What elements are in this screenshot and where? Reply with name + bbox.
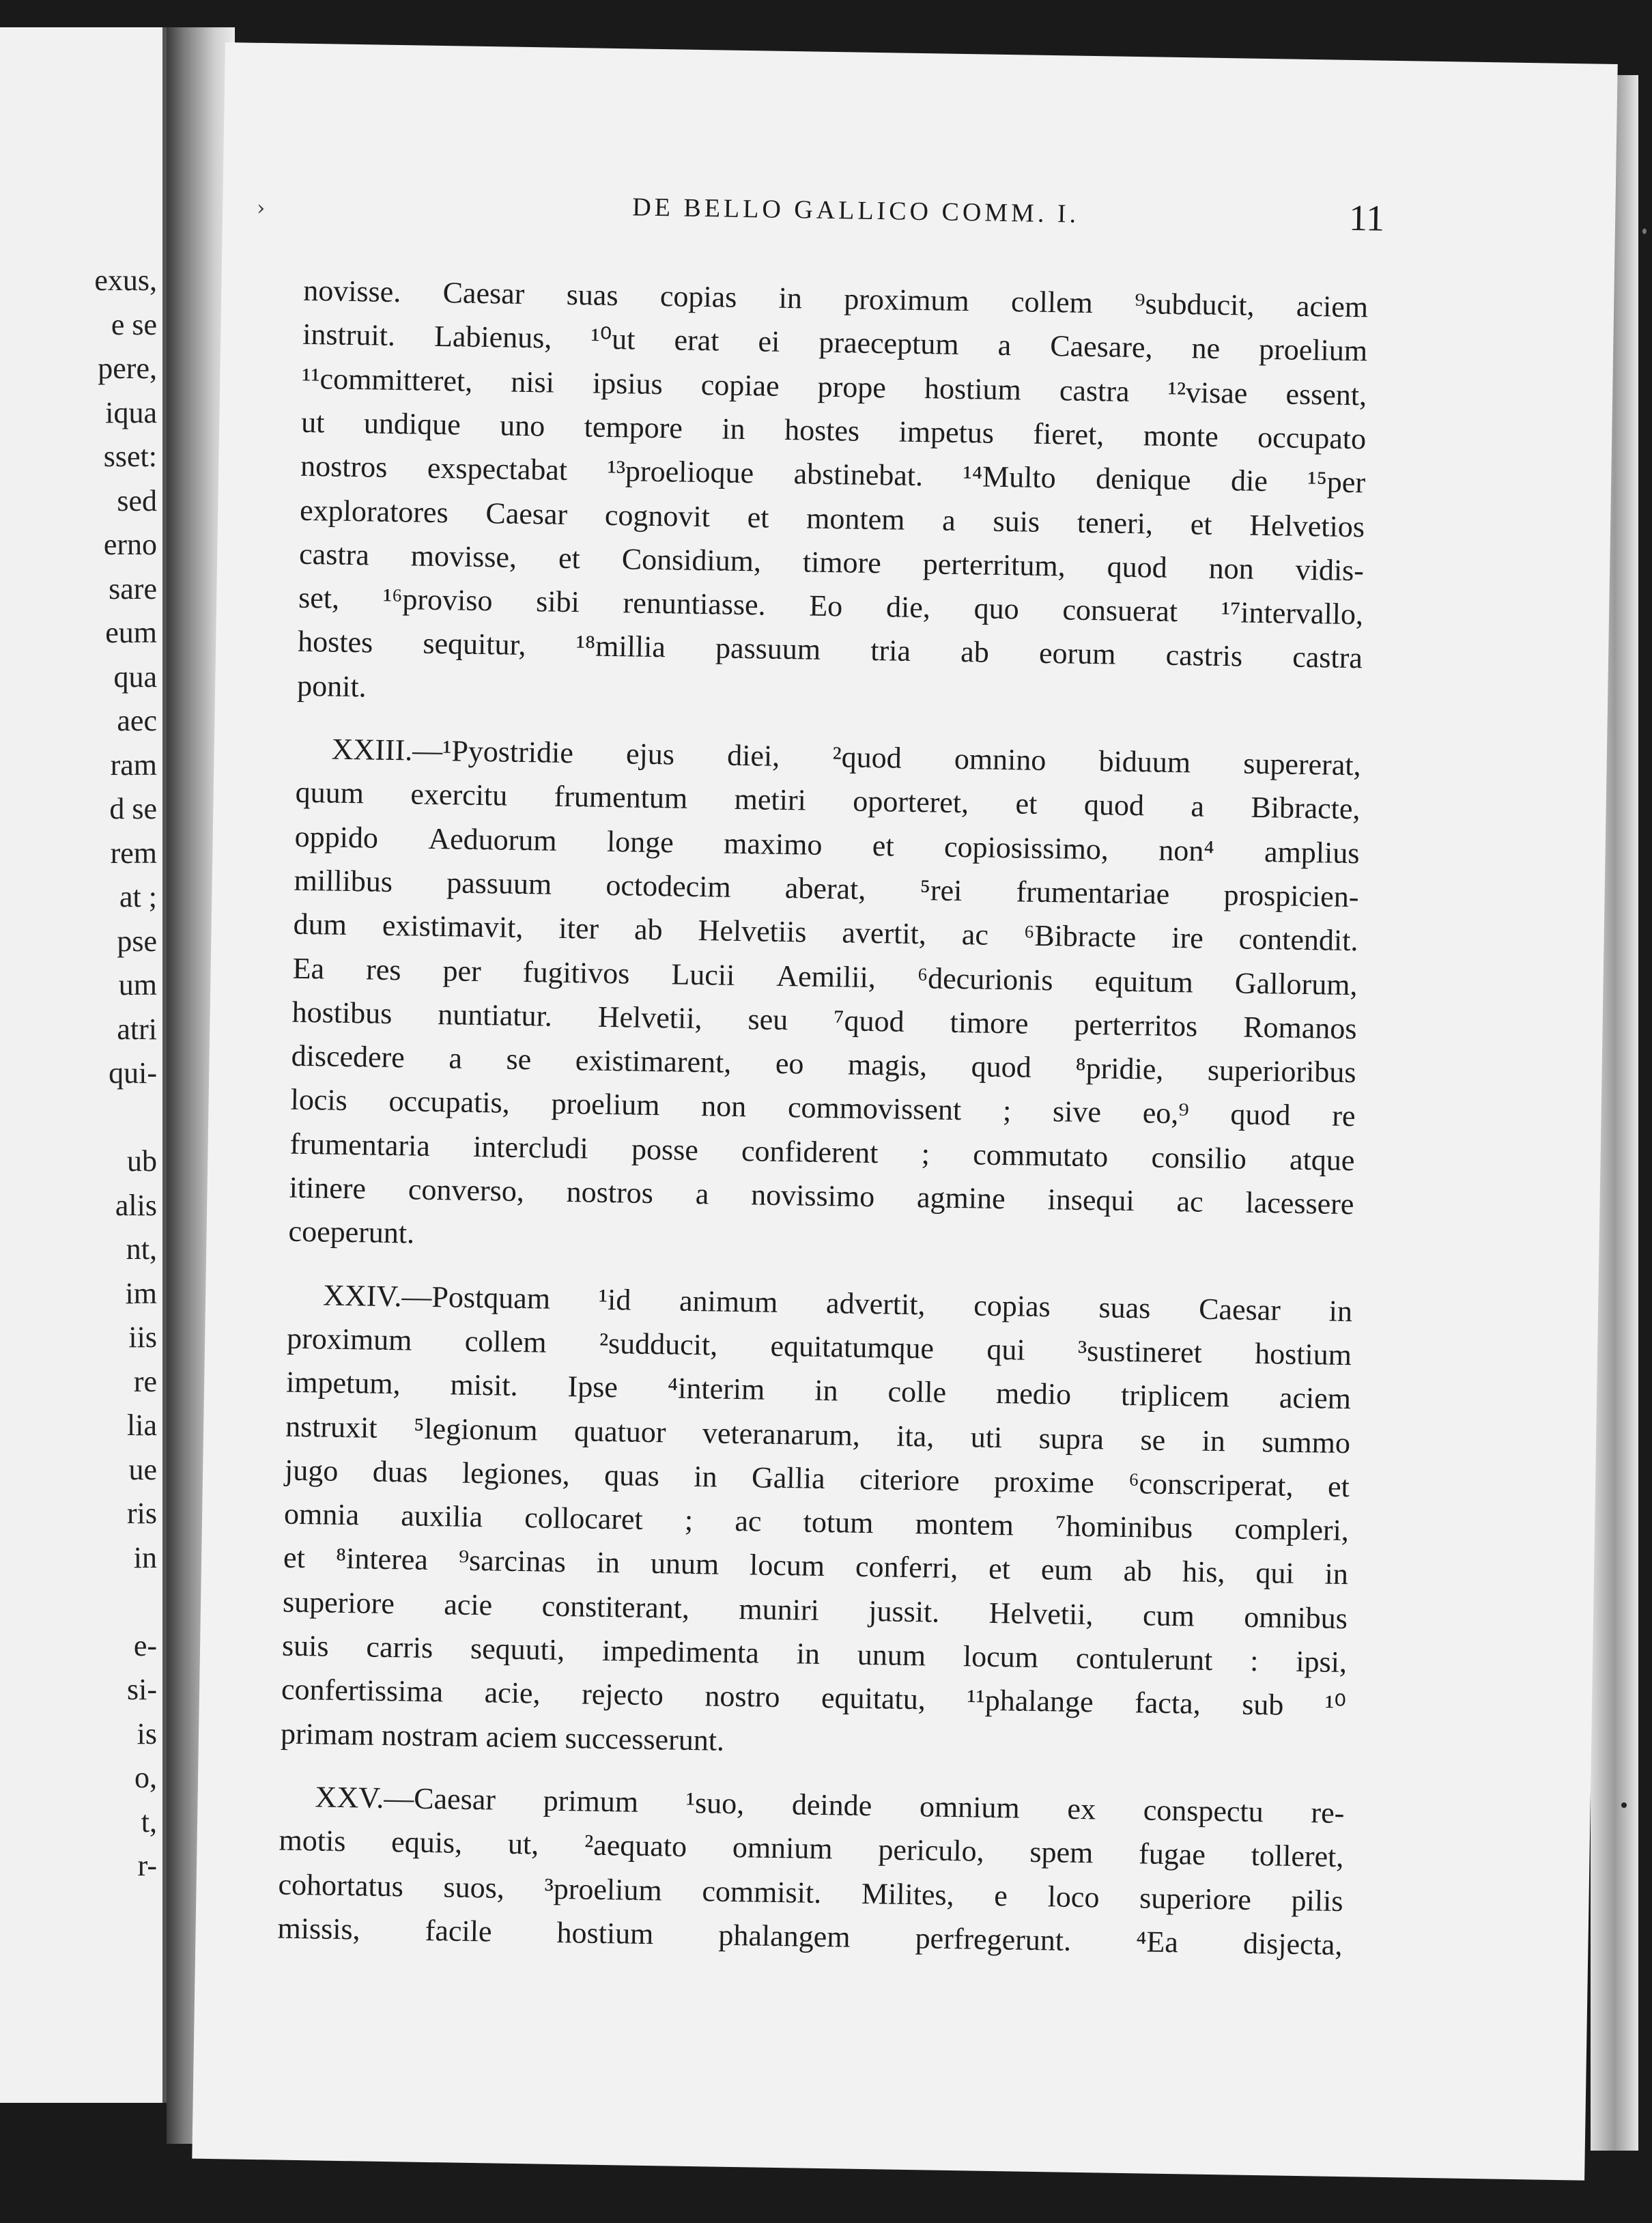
- speck: [1642, 229, 1647, 234]
- left-page-fragment: ub: [127, 1144, 157, 1178]
- left-page-fragment: d se: [109, 792, 157, 825]
- left-page-fragment: o,: [134, 1761, 157, 1794]
- left-page-fragment: alis: [115, 1188, 157, 1222]
- text-line: XXV.—Caesar primum ¹suo, deinde omnium ex conspectu re-: [315, 1780, 1345, 1830]
- text-line: et ⁸interea ⁹sarcinas in unum locum conferri, et eum ab his, qui in: [283, 1541, 1349, 1591]
- text-line: nstruxit ⁵legionum quatuor veteranarum, ita, uti supra se in summo: [285, 1409, 1351, 1460]
- text-line: XXIV.—Postquam ¹id animum advertit, copias suas Caesar in: [322, 1278, 1353, 1328]
- text-line: proximum collem ²sudducit, equitatumque qui ³sustineret hostium: [286, 1321, 1352, 1372]
- text-line: nostros exspectabat ¹³proelioque abstinebat. ¹⁴Multo denique die ¹⁵per: [300, 449, 1366, 500]
- left-page-fragment: atri: [117, 1012, 157, 1046]
- left-page-fragment: in: [133, 1540, 157, 1574]
- left-page-fragment: ue: [128, 1452, 157, 1486]
- text-line: millibus passuum octodecim aberat, ⁵rei frumentariae prospicien-: [294, 863, 1359, 914]
- text-line: impetum, misit. Ipse ⁴interim in colle medio triplicem aciem: [285, 1365, 1352, 1416]
- left-page-fragment: aec: [117, 704, 157, 737]
- left-page-fragment: nt,: [126, 1232, 157, 1266]
- text-line: motis equis, ut, ²aequato omnium periculo, spem fugae tolleret,: [279, 1823, 1344, 1874]
- left-page-fragment: t,: [141, 1804, 157, 1839]
- left-page-fragment: lia: [127, 1408, 157, 1442]
- left-page-fragment: is: [137, 1716, 157, 1751]
- text-line: jugo duas legiones, quas in Gallia citeriore proxime ⁶conscriperat, et: [284, 1453, 1350, 1503]
- left-page-fragment: sare: [109, 571, 157, 606]
- text-line: locis occupatis, proelium non commovissent ; sive eo,⁹ quod re: [290, 1083, 1356, 1133]
- running-head: DE BELLO GALLICO COMM. I.: [631, 193, 1080, 229]
- left-page-fragment: si-: [127, 1673, 157, 1706]
- left-page-fragment: qua: [113, 660, 157, 694]
- text-line: XXIII.—¹Pyostridie ejus diei, ²quod omnino biduum supererat,: [331, 732, 1361, 782]
- text-line: discedere a se existimarent, eo magis, quod ⁸pridie, superioribus: [291, 1038, 1356, 1090]
- text-line: superiore acie constiterant, muniri jussit. Helvetii, cum omnibus: [282, 1585, 1348, 1635]
- left-page-fragment: rem: [110, 836, 157, 870]
- text-line: ¹¹committeret, nisi ipsius copiae prope hostium castra ¹²visae essent,: [301, 361, 1367, 412]
- left-page-fragment: at ;: [119, 880, 157, 914]
- text-line: suis carris sequuti, impedimenta in unum locum contulerunt : ipsi,: [281, 1628, 1348, 1680]
- left-page-fragment: im: [125, 1276, 157, 1310]
- left-page-fragment: re: [133, 1364, 157, 1398]
- text-line: cohortatus suos, ³proelium commisit. Milites, e loco superiore pilis: [278, 1867, 1343, 1918]
- left-page-fragment: ris: [127, 1497, 157, 1530]
- left-page-fragment: e se: [111, 307, 157, 341]
- text-line: oppido Aeduorum longe maximo et copiosissimo, non⁴ amplius: [294, 819, 1360, 870]
- left-page-fragment: exus,: [94, 264, 157, 297]
- text-line: coeperunt.: [288, 1214, 415, 1250]
- left-page-fragment: sset:: [103, 440, 157, 473]
- left-page-fragment: pere,: [98, 352, 157, 385]
- text-line: hostibus nuntiatur. Helvetii, seu ⁷quod timore perterritos Romanos: [291, 995, 1357, 1046]
- left-page-fragment: r-: [137, 1849, 157, 1882]
- text-line: omnia auxilia collocaret ; ac totum montem ⁷hominibus compleri,: [283, 1497, 1350, 1548]
- left-page-fragment: erno: [103, 528, 157, 561]
- text-line: frumentaria intercludi posse confiderent ; commutato consilio atque: [289, 1127, 1355, 1177]
- text-line: instruit. Labienus, ¹⁰ut erat ei praeceptum a Caesare, ne proelium: [302, 317, 1368, 368]
- text-line: confertissima acie, rejecto nostro equitatu, ¹¹phalange facta, sub ¹⁰: [281, 1672, 1347, 1723]
- previous-page-fragment: [0, 27, 167, 2103]
- left-page-fragment: iis: [128, 1320, 157, 1354]
- text-line: ut undique uno tempore in hostes impetus fieret, monte occupato: [300, 405, 1367, 456]
- text-line: set, ¹⁶proviso sibi renuntiasse. Eo die, quo consuerat ¹⁷intervallo,: [298, 580, 1364, 632]
- text-line: castra movisse, et Considium, timore perterritum, quod non vidis-: [298, 537, 1365, 588]
- text-line: primam nostram aciem successerunt.: [280, 1716, 725, 1757]
- left-page-fragment: e-: [133, 1628, 157, 1662]
- book-page: [192, 42, 1617, 2181]
- left-page-fragment: qui-: [109, 1056, 157, 1090]
- text-line: novisse. Caesar suas copias in proximum collem ⁹subducit, aciem: [302, 273, 1369, 324]
- left-page-fragment: sed: [117, 483, 157, 518]
- left-page-fragment: eum: [105, 616, 157, 649]
- left-page-fragment: ram: [110, 748, 157, 782]
- left-page-fragment: pse: [117, 924, 157, 958]
- text-line: missis, facile hostium phalangem perfregerunt. ⁴Ea disjecta,: [277, 1911, 1343, 1962]
- left-page-fragment: um: [118, 968, 157, 1002]
- text-line: Ea res per fugitivos Lucii Aemilii, ⁶decurionis equitum Gallorum,: [292, 951, 1358, 1002]
- text-line: hostes sequitur, ¹⁸millia passuum tria ab eorum castris castra: [297, 625, 1363, 675]
- text-line: quum exercitu frumentum metiri oporteret, et quod a Bibracte,: [295, 776, 1361, 826]
- speck: [1621, 1802, 1627, 1808]
- page-number: 11: [1348, 197, 1385, 239]
- text-line: itinere converso, nostros a novissimo agmine insequi ac lacessere: [289, 1170, 1354, 1221]
- text-line: exploratores Caesar cognovit et montem a suis teneri, et Helvetios: [299, 493, 1365, 543]
- corner-mark: ›: [256, 196, 266, 221]
- left-page-fragment: iqua: [105, 395, 157, 429]
- text-line: dum existimavit, iter ab Helvetiis avertit, ac ⁶Bibracte ire contendit.: [293, 907, 1358, 958]
- text-line: ponit.: [296, 668, 367, 704]
